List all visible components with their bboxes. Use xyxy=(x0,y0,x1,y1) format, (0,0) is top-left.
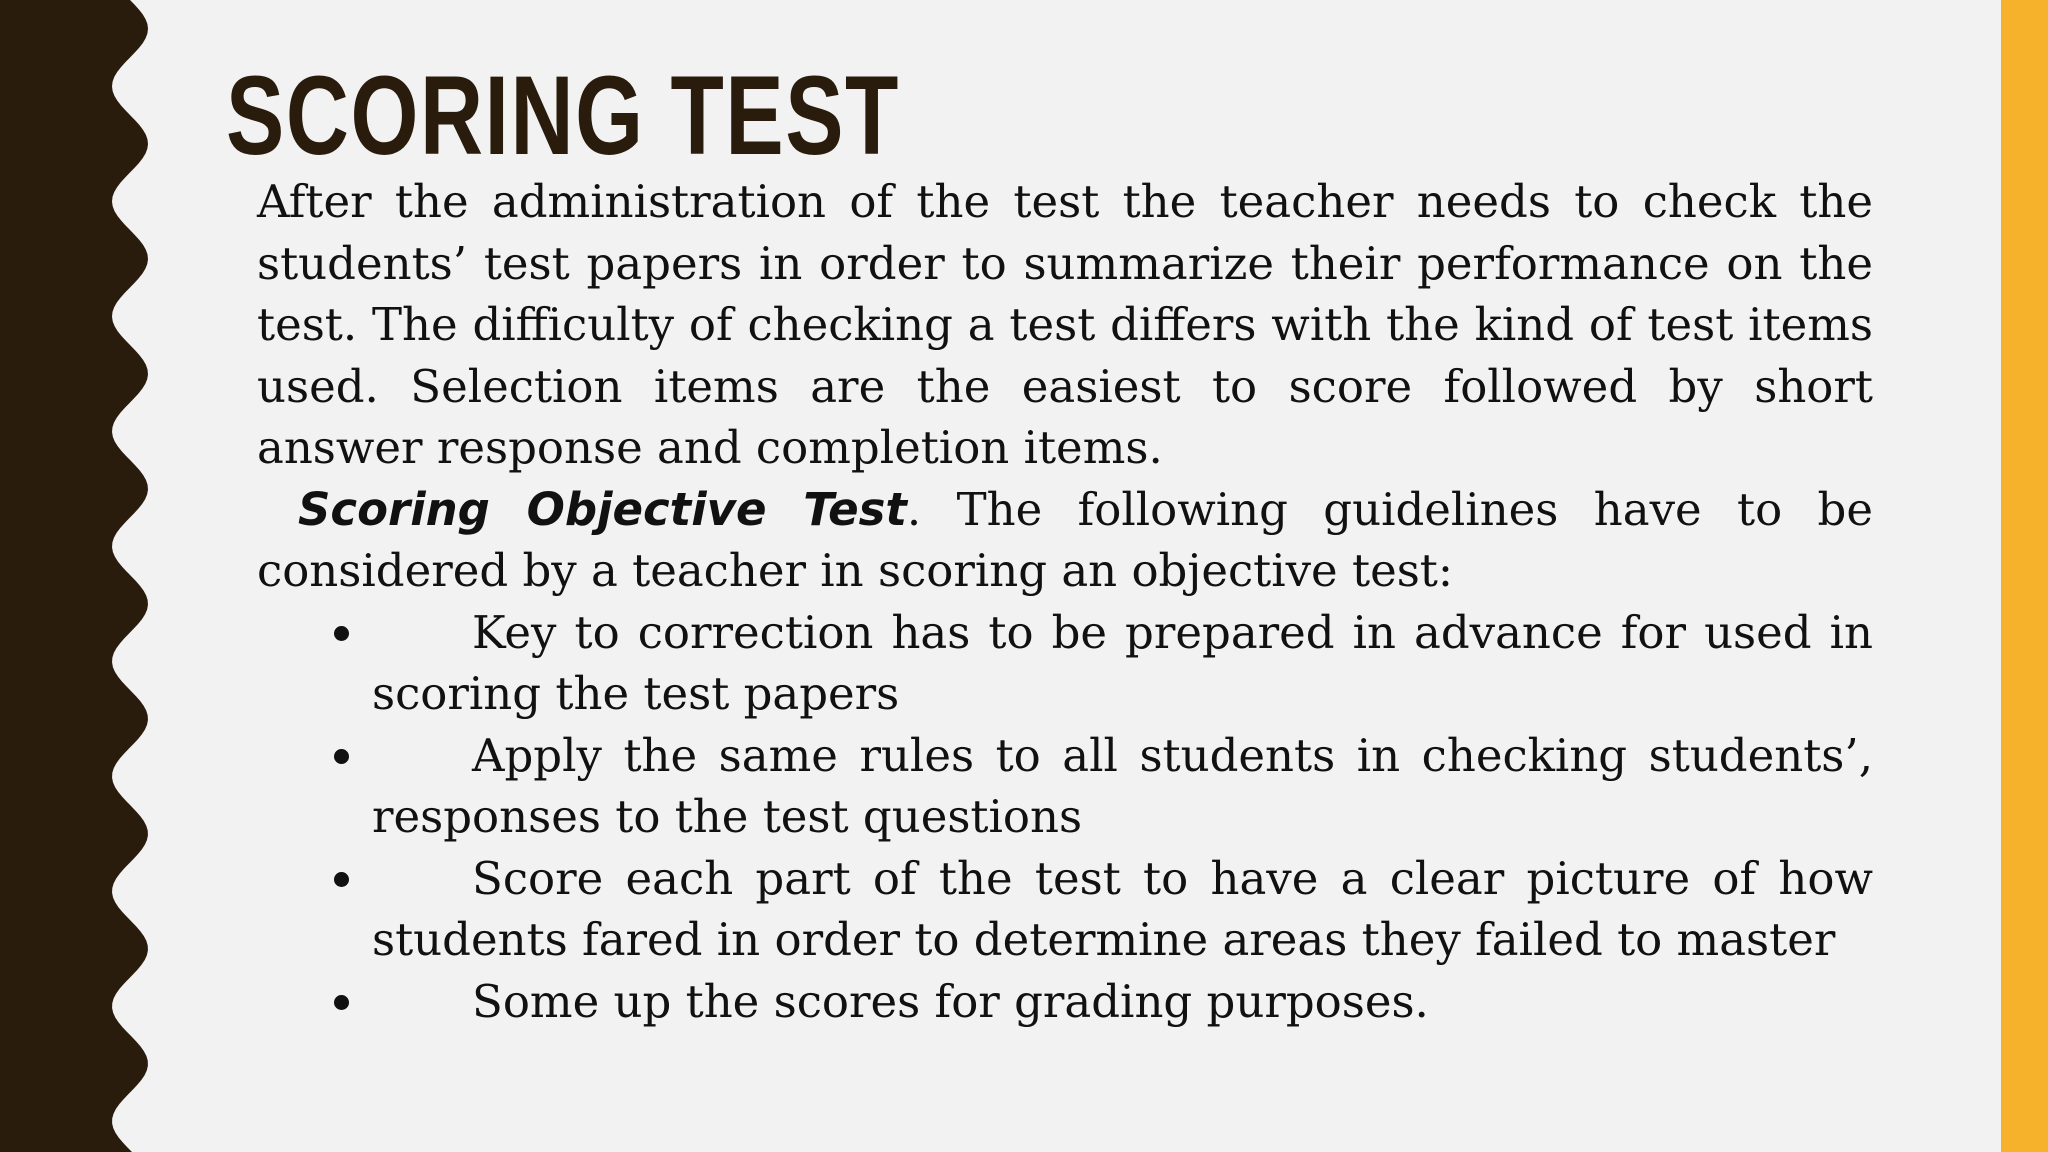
bullet-dot-icon xyxy=(334,749,349,764)
intro-paragraph: After the administration of the test the teacher needs to check the students’ test papers in order to summarize their performance on the test. The difficulty of checking a test differs with the kind of test items used. Selection items are the easiest to score followed by short answer response and completion items. xyxy=(257,175,1873,474)
bullet-dot-icon xyxy=(334,995,349,1010)
slide-body xyxy=(257,171,1873,1032)
list-item-text: Key to correction has to be prepared in advance for used in scoring the test papers xyxy=(372,605,1873,720)
objective-paragraph xyxy=(257,479,1873,602)
guidelines-list xyxy=(257,602,1873,1033)
objective-heading: Scoring Objective Test xyxy=(298,482,907,536)
slide-title: SCORING TEST xyxy=(226,53,900,178)
bullet-dot-icon xyxy=(334,626,349,641)
list-item xyxy=(257,602,1873,725)
list-item xyxy=(257,971,1873,1033)
list-item xyxy=(257,848,1873,971)
list-item-text: Some up the scores for grading purposes. xyxy=(472,974,1429,1028)
list-item xyxy=(257,725,1873,848)
accent-right-bar xyxy=(2001,0,2048,1152)
objective-text: . The following guidelines have to be considered by a teacher in scoring an objective test: xyxy=(257,482,1873,597)
bullet-dot-icon xyxy=(334,872,349,887)
list-item-text: Apply the same rules to all students in checking students’, responses to the test questions xyxy=(372,728,1873,843)
wavy-left-border xyxy=(0,0,160,1152)
list-item-text: Score each part of the test to have a clear picture of how students fared in order to determine areas they failed to master xyxy=(372,851,1873,966)
